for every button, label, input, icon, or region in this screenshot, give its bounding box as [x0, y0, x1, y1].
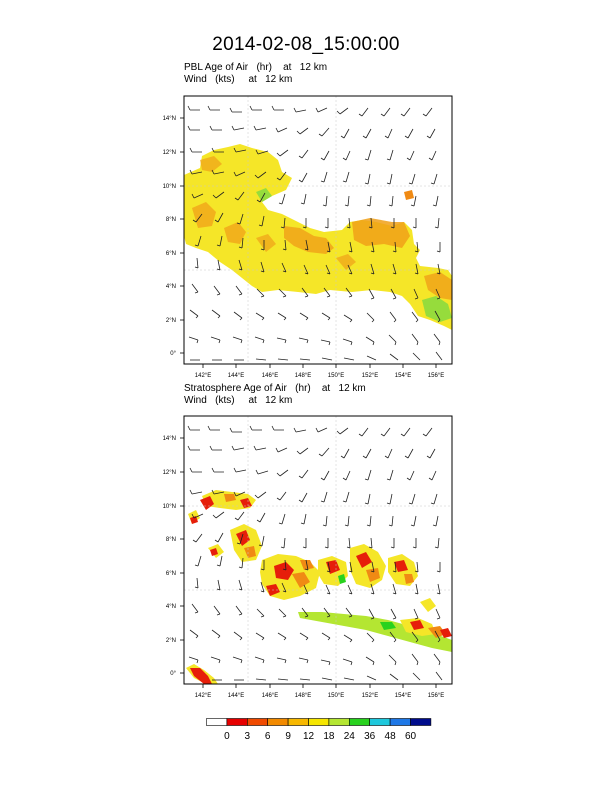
colorbar-label: 3 [244, 731, 251, 742]
colorbar [206, 718, 432, 744]
lat-label: 14°N [162, 436, 176, 442]
lat-label: 6°N [165, 571, 176, 577]
colorbar-swatch [288, 719, 308, 726]
colorbar-swatch [227, 719, 247, 726]
lon-label: 154°E [394, 693, 412, 699]
lat-label: 12°N [162, 150, 176, 156]
lon-label: 144°E [227, 373, 245, 379]
lon-label: 156°E [427, 373, 445, 379]
colorbar-label: 60 [404, 731, 417, 742]
lat-label: 4°N [165, 284, 176, 290]
lon-label: 154°E [394, 373, 412, 379]
colorbar-swatch [370, 719, 390, 726]
colorbar-label: 48 [384, 731, 396, 742]
colorbar-swatch [411, 719, 431, 726]
panel2-title: Stratosphere Age of Air (hr) at 12 km [184, 383, 366, 394]
colorbar-label: 12 [302, 731, 315, 742]
lon-label: 152°E [361, 693, 379, 699]
main-title: 2014-02-08_15:00:00 [212, 34, 400, 55]
colorbar-swatch [247, 719, 267, 726]
colorbar-label: 24 [343, 731, 355, 742]
colorbar-label: 9 [285, 731, 291, 742]
lat-label: 0° [170, 351, 176, 357]
colorbar-label: 0 [224, 731, 230, 742]
lon-label: 146°E [261, 373, 279, 379]
panel1-title: PBL Age of Air (hr) at 12 km [184, 62, 328, 73]
lon-label: 150°E [327, 373, 345, 379]
lat-label: 12°N [162, 470, 176, 476]
colorbar-label: 6 [264, 731, 271, 742]
pbl-age-map [150, 90, 460, 380]
lat-label: 14°N [162, 116, 176, 122]
colorbar-swatch [309, 719, 329, 726]
colorbar-swatch [349, 719, 369, 726]
colorbar-swatch [268, 719, 288, 726]
lat-label: 2°N [165, 318, 176, 324]
lat-label: 2°N [165, 638, 176, 644]
lon-label: 142°E [194, 693, 212, 699]
lon-label: 156°E [427, 693, 445, 699]
colorbar-swatch [329, 719, 349, 726]
lat-label: 8°N [165, 537, 176, 543]
lon-label: 148°E [294, 373, 312, 379]
panel1-subtitle: Wind (kts) at 12 km [184, 74, 293, 85]
lon-label: 148°E [294, 693, 312, 699]
lat-label: 10°N [162, 184, 176, 190]
lon-label: 144°E [227, 693, 245, 699]
colorbar-label: 36 [364, 731, 376, 742]
lon-label: 146°E [261, 693, 279, 699]
lon-label: 150°E [327, 693, 345, 699]
lat-label: 6°N [165, 251, 176, 257]
lat-label: 0° [170, 671, 176, 677]
colorbar-swatch [390, 719, 410, 726]
panel2-subtitle: Wind (kts) at 12 km [184, 395, 293, 406]
lat-label: 4°N [165, 604, 176, 610]
colorbar-label: 18 [323, 731, 335, 742]
lat-label: 10°N [162, 504, 176, 510]
colorbar-swatch [207, 719, 227, 726]
lat-label: 8°N [165, 217, 176, 223]
stratosphere-age-map [150, 411, 460, 701]
lon-label: 142°E [194, 373, 212, 379]
lon-label: 152°E [361, 373, 379, 379]
